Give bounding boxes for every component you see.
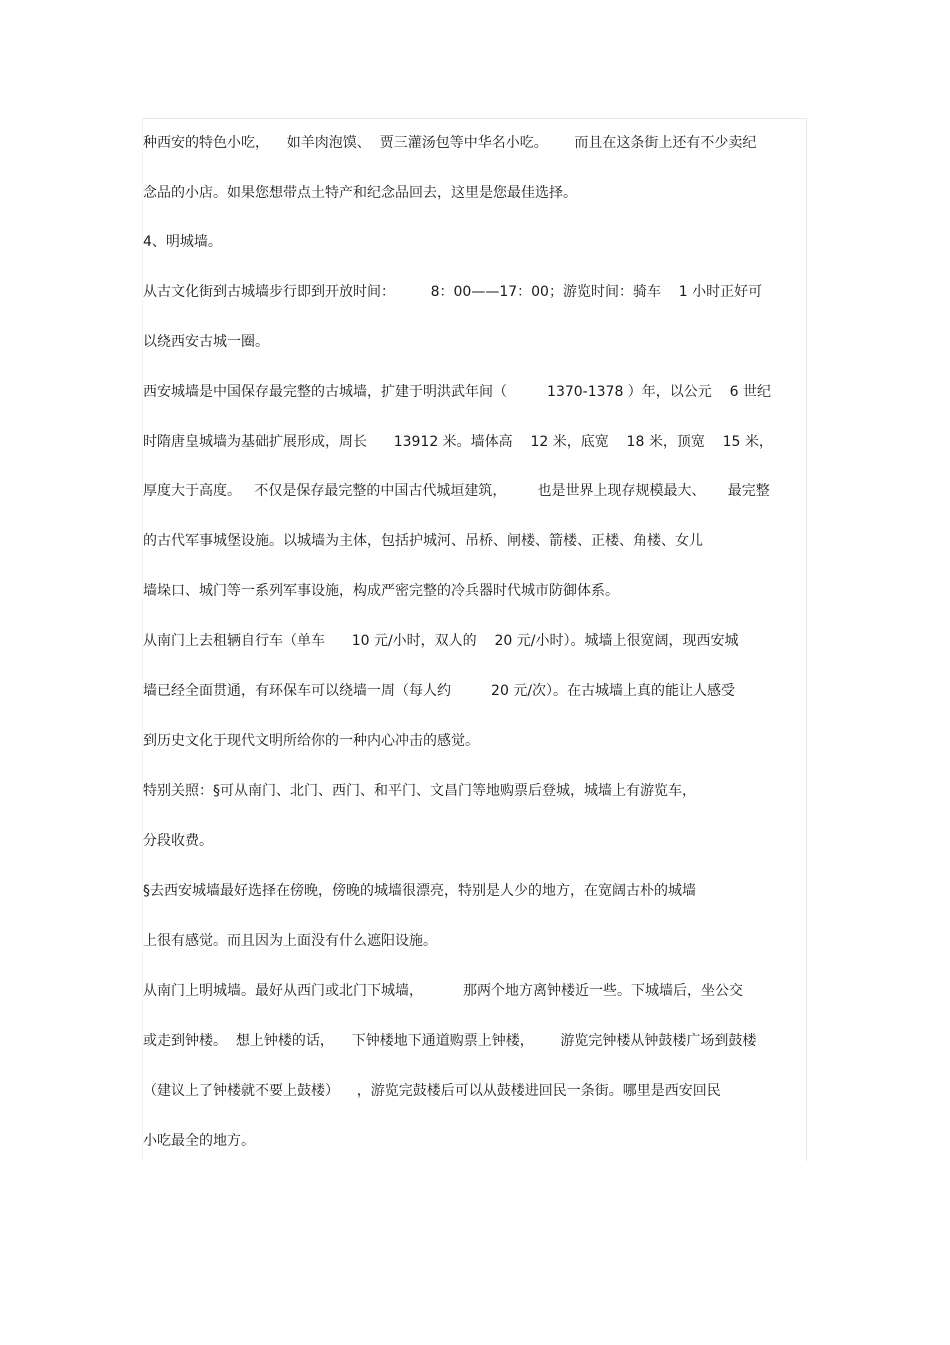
text-line: 墙垛口、城门等一系列军事设施，构成严密完整的冷兵器时代城市防御体系。 xyxy=(143,583,619,599)
text-line: 上很有感觉。而且因为上面没有什么遮阳设施。 xyxy=(143,933,437,949)
text-line: 种西安的特色小吃， 如羊肉泡馍、 贾三灌汤包等中华名小吃。 而且在这条街上还有不少卖纪 xyxy=(143,135,757,151)
text-line: 特别关照：§可从南门、北门、西门、和平门、文昌门等地购票后登城，城墙上有游览车， xyxy=(143,783,696,799)
text-line: 从古文化街到古城墙步行即到开放时间： 8：00——17：00；游览时间：骑车 1 小时正好可 xyxy=(143,284,763,300)
text-line: 西安城墙是中国保存最完整的古城墙，扩建于明洪武年间（ 1370-1378 ）年，以公元 6 世纪 xyxy=(143,384,771,400)
text-line: 或走到钟楼。 想上钟楼的话， 下钟楼地下通道购票上钟楼， 游览完钟楼从钟鼓楼广场到鼓楼 xyxy=(143,1033,757,1049)
section-heading: 4、明城墙。 xyxy=(143,234,222,250)
text-line: 小吃最全的地方。 xyxy=(143,1133,255,1149)
text-line: 分段收费。 xyxy=(143,833,213,849)
text-line: 时隋唐皇城墙为基础扩展形成，周长 13912 米。墙体高 12 米，底宽 18 米，顶宽 15 米， xyxy=(143,434,773,450)
text-line: （建议上了钟楼就不要上鼓楼） ，游览完鼓楼后可以从鼓楼进回民一条街。哪里是西安回民 xyxy=(143,1083,721,1099)
text-line: 墙已经全面贯通，有环保车可以绕墙一周（每人约 20 元/次）。在古城墙上真的能让人感受 xyxy=(143,683,736,699)
text-line: 从南门上明城墙。最好从西门或北门下城墙， 那两个地方离钟楼近一些。下城墙后，坐公交 xyxy=(143,983,744,999)
text-line: 的古代军事城堡设施。以城墙为主体，包括护城河、吊桥、闸楼、箭楼、正楼、角楼、女儿 xyxy=(143,533,703,549)
text-line: 念品的小店。如果您想带点土特产和纪念品回去，这里是您最佳选择。 xyxy=(143,185,577,201)
text-line: 以绕西安古城一圈。 xyxy=(143,334,269,350)
text-line: §去西安城墙最好选择在傍晚，傍晚的城墙很漂亮，特别是人少的地方，在宽阔古朴的城墙 xyxy=(143,883,696,899)
text-line: 从南门上去租辆自行车（单车 10 元/小时，双人的 20 元/小时）。城墙上很宽阔，现西安城 xyxy=(143,633,739,649)
text-line: 厚度大于高度。 不仅是保存最完整的中国古代城垣建筑， 也是世界上现存规模最大、 最完整 xyxy=(143,483,770,499)
text-line: 到历史文化于现代文明所给你的一种内心冲击的感觉。 xyxy=(143,733,479,749)
